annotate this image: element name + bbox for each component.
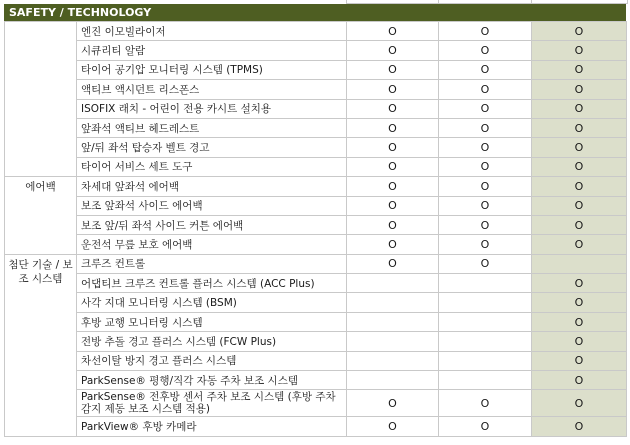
feature-name: 사각 지대 모니터링 시스템 (BSM)	[77, 293, 347, 312]
trim-3-value: O	[532, 41, 627, 60]
trim-3-value: O	[532, 196, 627, 215]
trim-2-value: O	[439, 196, 532, 215]
trim-2-value	[439, 274, 532, 293]
table-row	[5, 41, 627, 60]
trim-3-value: O	[532, 274, 627, 293]
category-cell	[5, 22, 77, 177]
trim-2-value: O	[439, 41, 532, 60]
trim-3-value: O	[532, 99, 627, 118]
category-label: 첨단 기술 / 보조 시스템	[8, 258, 73, 285]
table-row	[5, 235, 627, 254]
feature-name	[77, 390, 347, 417]
trim-2-value: O	[439, 177, 532, 196]
trim-2-value	[439, 351, 532, 370]
table-row	[5, 177, 627, 196]
table-row	[5, 293, 627, 312]
feature-name: 차선이탈 방지 경고 플러스 시스템	[77, 351, 347, 370]
table-row	[5, 22, 627, 41]
feature-name: ParkSense® 평행/직각 자동 주차 보조 시스템	[77, 371, 347, 390]
feature-name: 보조 앞/뒤 좌석 사이드 커튼 에어백	[77, 215, 347, 234]
table-row	[5, 332, 627, 351]
trim-2-value: O	[439, 235, 532, 254]
table-row	[5, 118, 627, 137]
feature-name: 후방 교행 모니터링 시스템	[77, 312, 347, 331]
trim-3-value: O	[532, 351, 627, 370]
feature-name: 엔진 이모빌라이저	[77, 22, 347, 41]
trim-3-value: O	[532, 80, 627, 99]
trim-3-value: O	[532, 371, 627, 390]
trim-1-value: O	[347, 41, 439, 60]
trim-3-value: O	[532, 118, 627, 137]
table-row	[5, 312, 627, 331]
table-row	[5, 390, 627, 417]
feature-name: 어댑티브 크루즈 컨트롤 플러스 시스템 (ACC Plus)	[77, 274, 347, 293]
trim-2-value: O	[439, 118, 532, 137]
trim-3-value: O	[532, 60, 627, 79]
trim-3-value: O	[532, 312, 627, 331]
table-row	[5, 274, 627, 293]
trim-1-value: O	[347, 417, 439, 436]
trim-2-value: O	[439, 157, 532, 176]
trim-3-value: O	[532, 293, 627, 312]
section-header	[4, 4, 626, 21]
trim-1-value: O	[347, 99, 439, 118]
feature-name: 운전석 무릎 보호 에어백	[77, 235, 347, 254]
table-row	[5, 60, 627, 79]
feature-name: 전방 추돌 경고 플러스 시스템 (FCW Plus)	[77, 332, 347, 351]
trim-3-value: O	[532, 235, 627, 254]
trim-3-value: O	[532, 332, 627, 351]
feature-name: 앞/뒤 좌석 탑승자 벨트 경고	[77, 138, 347, 157]
trim-1-value: O	[347, 196, 439, 215]
trim-2-value: O	[439, 99, 532, 118]
trim-2-value	[439, 312, 532, 331]
trim-1-value	[347, 371, 439, 390]
trim-2-value: O	[439, 22, 532, 41]
trim-2-value: O	[439, 60, 532, 79]
table-row	[5, 215, 627, 234]
table-row	[5, 417, 627, 436]
table-row	[5, 138, 627, 157]
table-row	[5, 99, 627, 118]
trim-1-value	[347, 351, 439, 370]
trim-1-value: O	[347, 254, 439, 273]
feature-name: 시큐리티 알람	[77, 41, 347, 60]
feature-name: 크루즈 컨트롤	[77, 254, 347, 273]
trim-1-value: O	[347, 215, 439, 234]
trim-3-value: O	[532, 22, 627, 41]
trim-2-value: O	[439, 215, 532, 234]
trim-1-value: O	[347, 235, 439, 254]
trim-3-value: O	[532, 390, 627, 417]
trim-2-value	[439, 293, 532, 312]
trim-3-value: O	[532, 157, 627, 176]
trim-3-value: O	[532, 417, 627, 436]
trim-2-value: O	[439, 254, 532, 273]
trim-3-value: O	[532, 215, 627, 234]
trim-1-value	[347, 293, 439, 312]
trim-2-value: O	[439, 138, 532, 157]
category-cell	[5, 254, 77, 436]
trim-2-value: O	[439, 80, 532, 99]
feature-name: 앞좌석 액티브 헤드레스트	[77, 118, 347, 137]
section-title: SAFETY / TECHNOLOGY	[9, 6, 152, 19]
trim-1-value: O	[347, 60, 439, 79]
trim-1-value	[347, 274, 439, 293]
table-row	[5, 196, 627, 215]
trim-3-value: O	[532, 177, 627, 196]
category-cell	[5, 177, 77, 255]
trim-1-value: O	[347, 157, 439, 176]
trim-3-value	[532, 254, 627, 273]
trim-1-value: O	[347, 22, 439, 41]
trim-3-value: O	[532, 138, 627, 157]
trim-2-value	[439, 371, 532, 390]
feature-name: ISOFIX 래치 - 어린이 전용 카시트 설치용	[77, 99, 347, 118]
table-row	[5, 157, 627, 176]
feature-name: 타이어 공기압 모니터링 시스템 (TPMS)	[77, 60, 347, 79]
table-row	[5, 80, 627, 99]
trim-1-value: O	[347, 80, 439, 99]
trim-1-value: O	[347, 118, 439, 137]
table-row	[5, 351, 627, 370]
trim-1-value: O	[347, 177, 439, 196]
trim-1-value	[347, 312, 439, 331]
feature-name: 보조 앞좌석 사이드 에어백	[77, 196, 347, 215]
trim-2-value	[439, 332, 532, 351]
table-row	[5, 371, 627, 390]
table-row	[5, 254, 627, 273]
feature-name: 차세대 앞좌석 에어백	[77, 177, 347, 196]
trim-1-value: O	[347, 138, 439, 157]
category-label: 에어백	[25, 181, 56, 194]
trim-1-value	[347, 332, 439, 351]
feature-name: 타이어 서비스 세트 도구	[77, 157, 347, 176]
trim-1-value: O	[347, 390, 439, 417]
trim-2-value: O	[439, 417, 532, 436]
feature-name-text: ParkSense® 전후방 센서 주차 보조 시스템 (후방 주차 감지 제동 보조 시스템 적용)	[81, 390, 336, 416]
feature-table	[4, 21, 627, 437]
trim-2-value: O	[439, 390, 532, 417]
feature-name: ParkView® 후방 카메라	[77, 417, 347, 436]
feature-name: 액티브 액시던트 리스폰스	[77, 80, 347, 99]
